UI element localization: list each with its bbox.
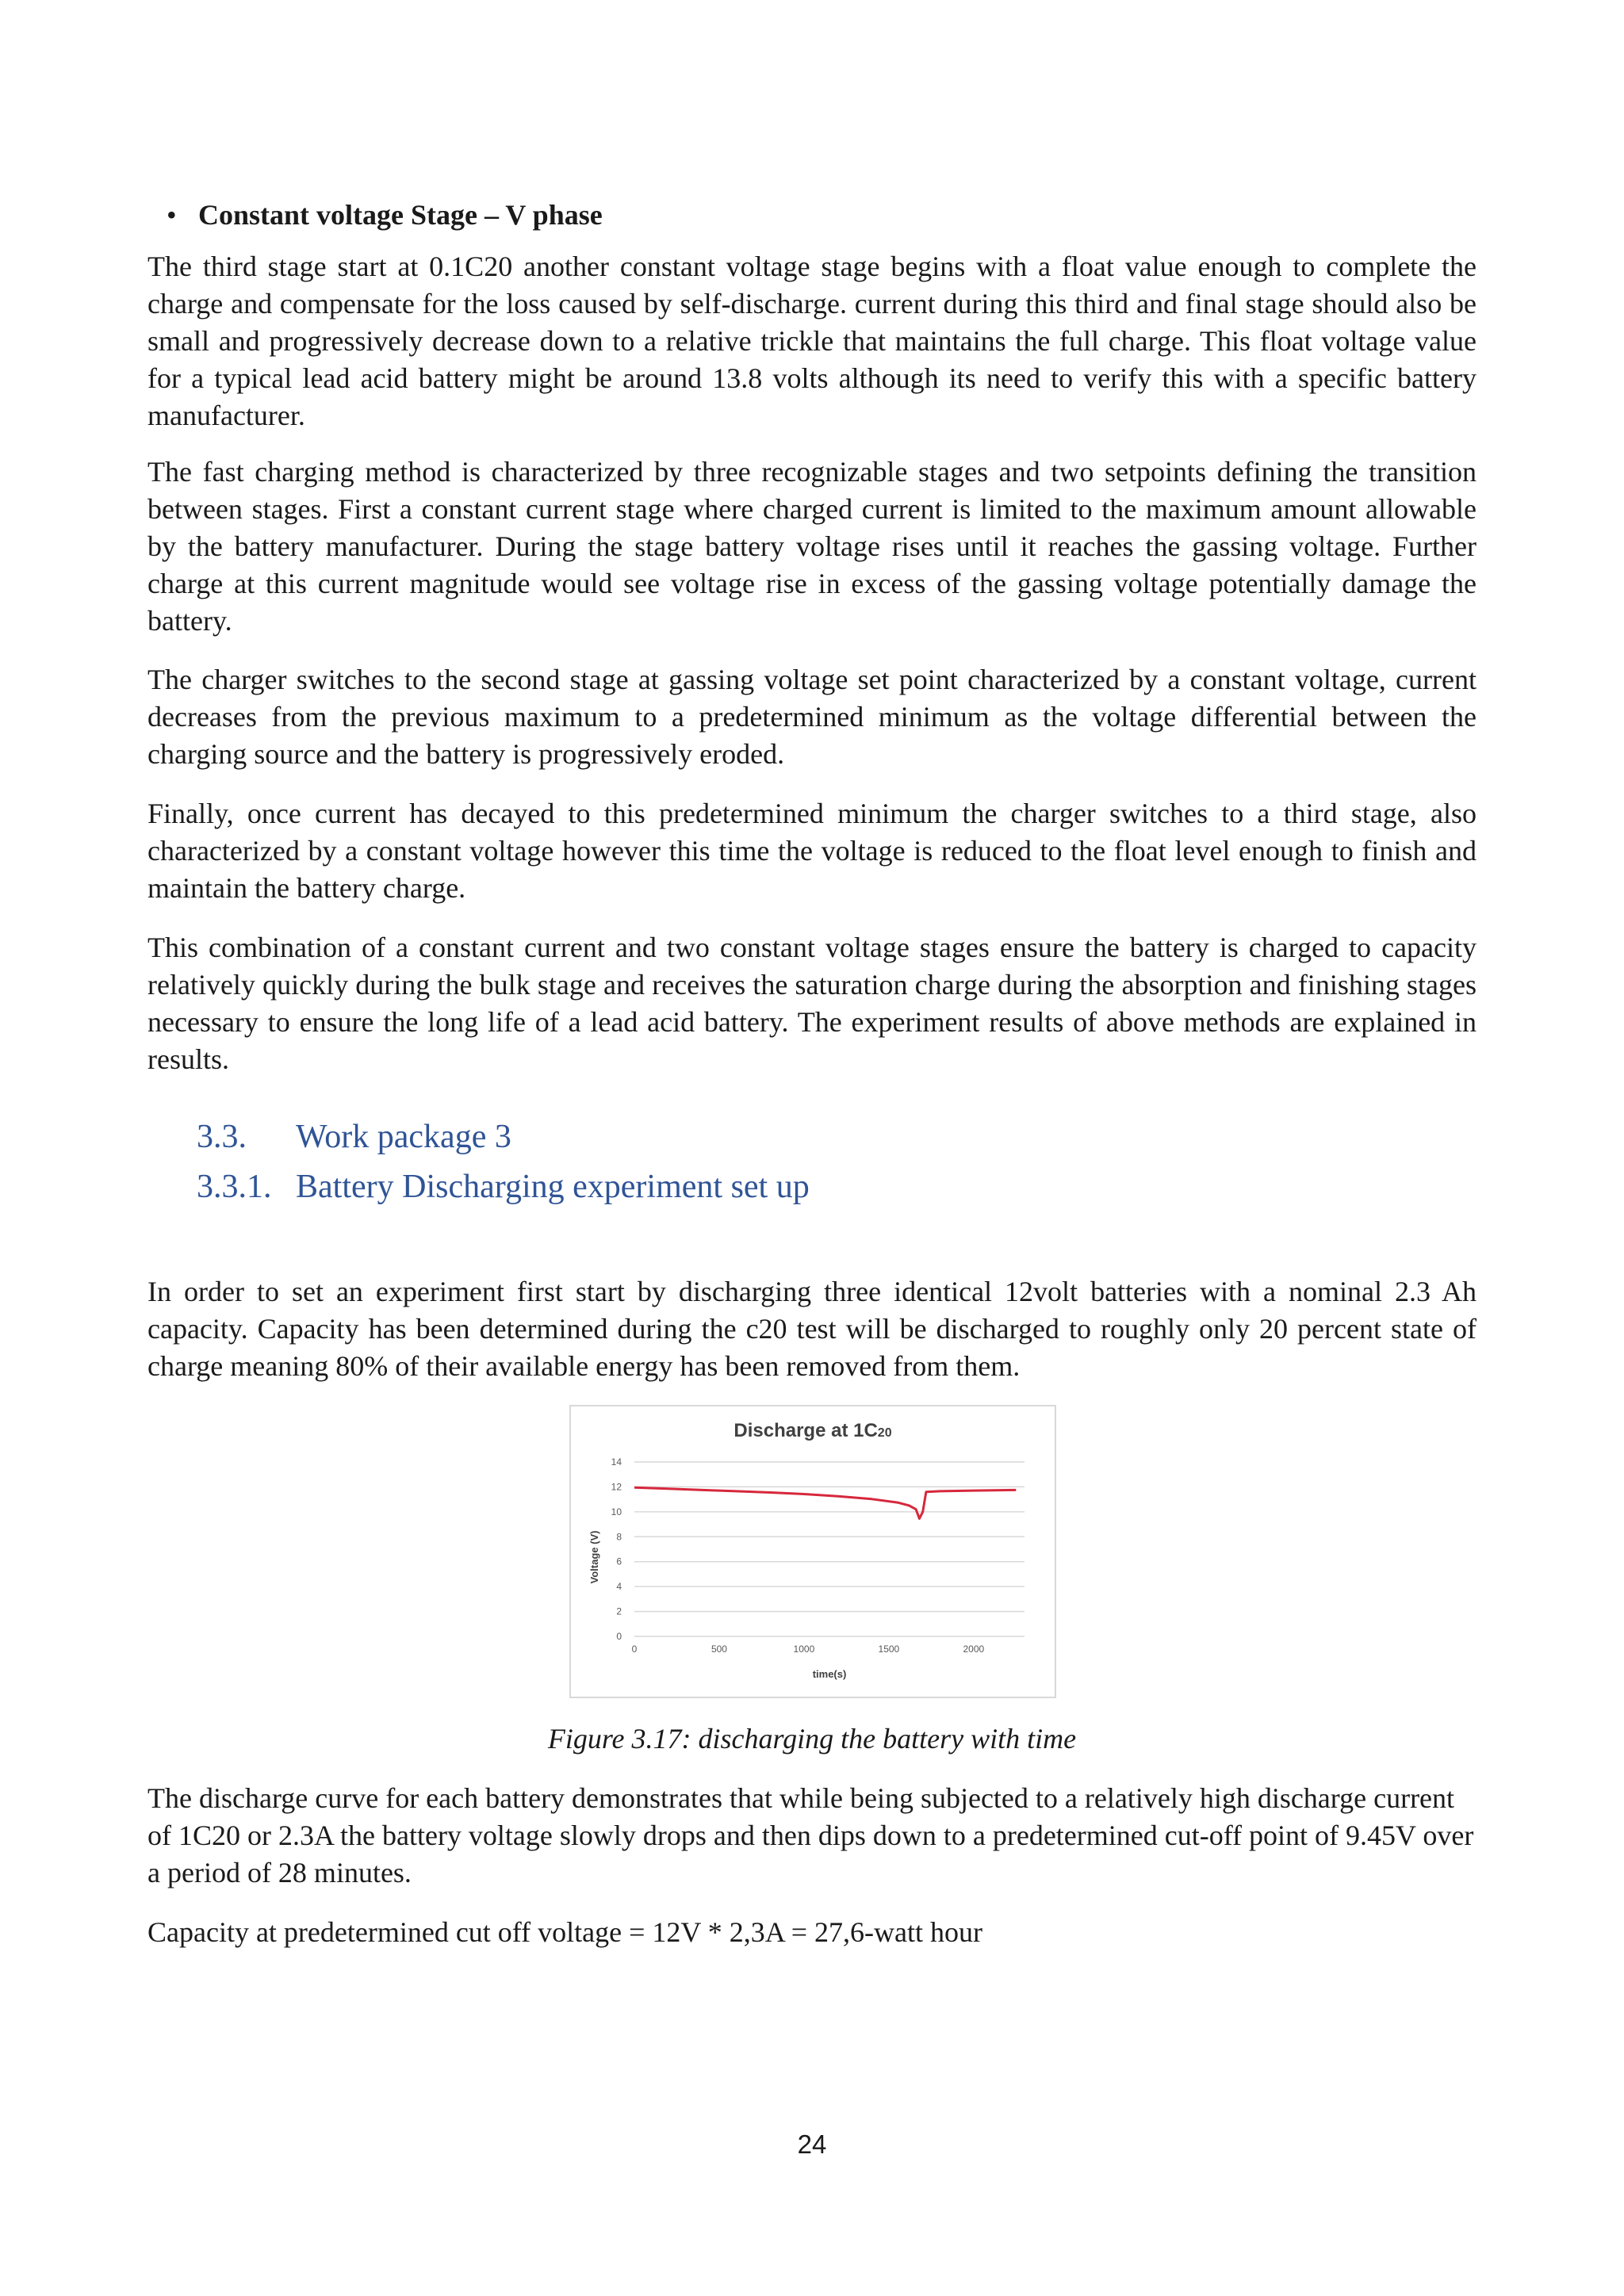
paragraph-discharge-result: The discharge curve for each battery demonstrates that while being subjected to a relatively high discharge current of 1C20 or 2.3A the battery voltage slowly drops and then dips down to a predetermined cut-off point of 9.45V over a period of 28 minutes. <box>147 1782 1474 1888</box>
bullet-label: Constant voltage Stage – V phase <box>198 199 603 231</box>
chart-title: Discharge at 1C20 <box>733 1420 892 1441</box>
x-tick-label: 1500 <box>878 1644 900 1655</box>
x-tick-label: 2000 <box>963 1644 985 1655</box>
section-number: 3.3. <box>197 1119 247 1155</box>
figure-caption: Figure 3.17: discharging the battery with time <box>547 1723 1077 1755</box>
bullet-dot-icon: • <box>167 199 177 231</box>
y-axis-ticks <box>611 1456 622 1642</box>
chart-series <box>634 1487 1016 1518</box>
paragraph-third-stage-switch: Finally, once current has decayed to this predetermined minimum the charger switches to a third stage, also characterized by a constant voltage however this time the voltage is reduced to the float level enough to finish and maintain the battery charge. <box>147 798 1477 904</box>
paragraph-second-stage: The charger switches to the second stage at gassing voltage set point characterized by a constant voltage, current decreases from the previous maximum to a predetermined minimum as the voltage differential between the charging source and the battery is progressively eroded. <box>147 664 1477 770</box>
x-tick-label: 500 <box>710 1644 727 1655</box>
series-line-voltage <box>634 1487 1016 1518</box>
chart-svg <box>571 1406 1055 1697</box>
paragraph-fast-charging: The fast charging method is characterized by three recognizable stages and two setpoints defining the transition between stages. First a constant current stage where charged current is limited to the maximum amount allowable by the battery manufacturer. During the stage battery voltage rises until it reaches the gassing voltage. Further charge at this current magnitude would see voltage rise in excess of the gassing voltage potentially damage the battery. <box>147 456 1477 637</box>
paragraph-experiment-setup: In order to set an experiment first start by discharging three identical 12volt batteries with a nominal 2.3 Ah capacity. Capacity has been determined during the c20 test will be discharged to roughly only 20 percent state of charge meaning 80% of their available energy has been removed from them. <box>147 1276 1477 1382</box>
y-tick-label: 14 <box>611 1456 622 1468</box>
discharge-chart <box>569 1405 1056 1698</box>
x-tick-label: 0 <box>631 1644 638 1655</box>
subsection-number: 3.3.1. <box>197 1169 272 1205</box>
paragraph-third-stage: The third stage start at 0.1C20 another constant voltage stage begins with a float value enough to complete the charge and compensate for the loss caused by self-discharge. current during this third and final stage should also be small and progressively decrease down to a relative trickle that maintains the full charge. This float voltage value for a typical lead acid battery might be around 13.8 volts although its need to verify this with a specific battery manufacturer. <box>147 251 1477 431</box>
capacity-line: Capacity at predetermined cut off voltage = 12V * 2,3A = 27,6-watt hour <box>147 1916 983 1948</box>
y-tick-label: 4 <box>616 1581 622 1593</box>
page-number: 24 <box>797 2130 827 2159</box>
paragraph-combination: This combination of a constant current and two constant voltage stages ensure the battery is charged to capacity relatively quickly during the bulk stage and receives the saturation charge during the absorption and finishing stages necessary to ensure the long life of a lead acid battery. The experiment results of above methods are explained in results. <box>147 932 1477 1075</box>
x-tick-label: 1000 <box>793 1644 815 1655</box>
y-tick-label: 0 <box>616 1631 622 1642</box>
section-heading <box>197 1118 511 1156</box>
y-tick-label: 10 <box>611 1506 622 1517</box>
subsection-heading <box>197 1168 810 1206</box>
y-axis-label: Voltage (V) <box>588 1530 600 1584</box>
bullet-item <box>167 198 603 232</box>
y-tick-label: 2 <box>616 1605 622 1617</box>
y-tick-label: 8 <box>616 1531 622 1543</box>
section-title: Work package 3 <box>296 1119 511 1155</box>
y-tick-label: 6 <box>616 1556 622 1567</box>
y-tick-label: 12 <box>611 1481 622 1493</box>
chart-gridlines <box>634 1462 1025 1636</box>
x-axis-ticks <box>632 1644 985 1655</box>
x-axis-label: time(s) <box>812 1668 847 1680</box>
subsection-title: Battery Discharging experiment set up <box>296 1169 810 1205</box>
